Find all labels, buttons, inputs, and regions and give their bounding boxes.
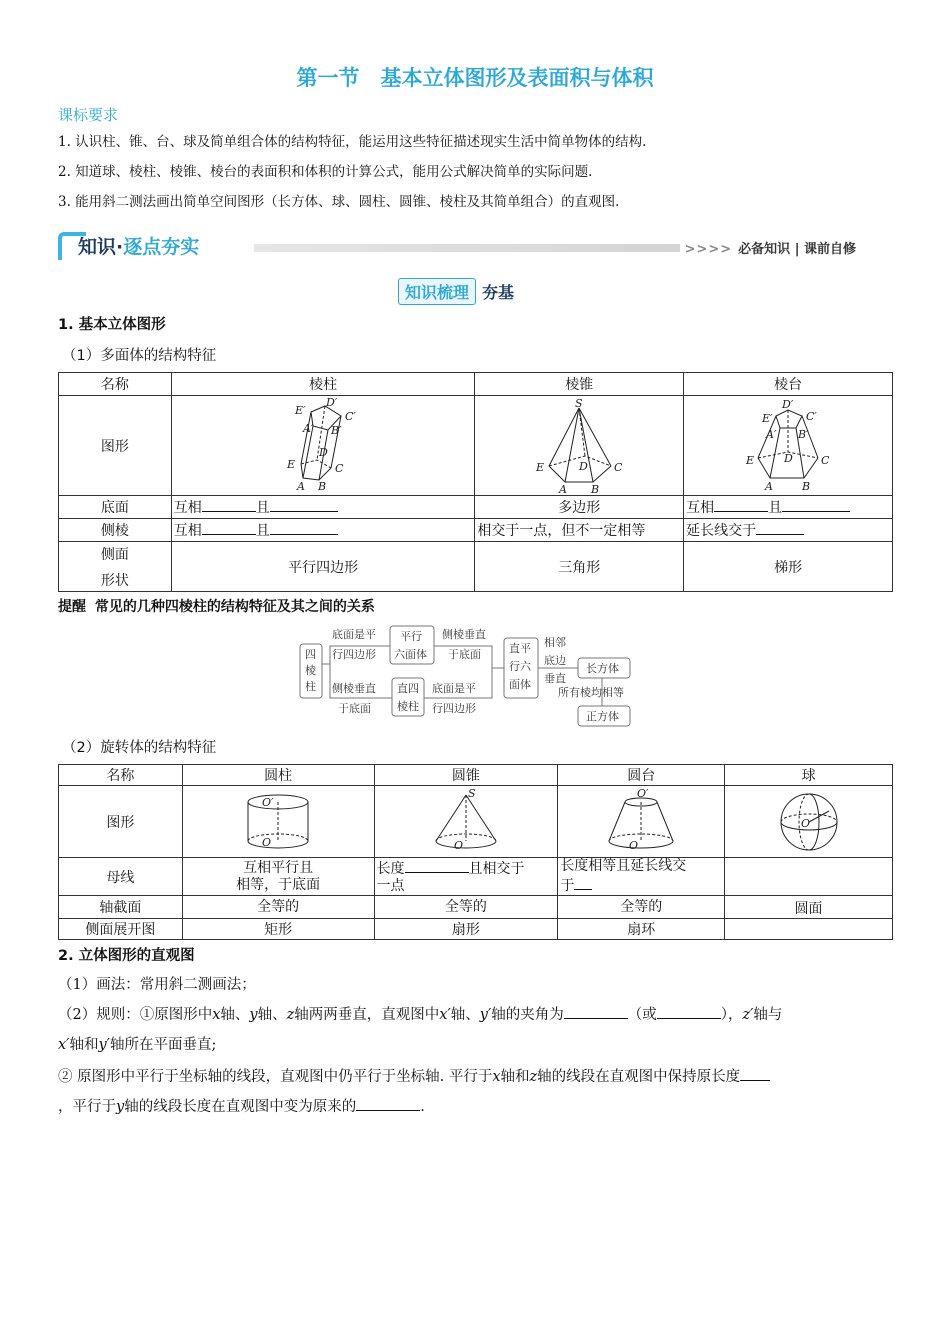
row-label: 侧面展开图 [59,919,183,940]
row-label: 侧面 形状 [59,542,172,592]
vertex-label: C′ [806,409,817,423]
row-label: 母线 [59,858,183,896]
vertex-label: C [614,460,623,474]
frustum-base-cell: 互相 且 [684,496,893,519]
answer-blank [270,520,338,535]
cylinder-generatrix-cell: 互相平行且 相等，于底面 [182,858,374,896]
pentagonal-frustum-diagram [738,398,838,494]
requirement-item: 1. 认识柱、锥、台、球及简单组合体的结构特征，能运用这些特征描述现实生活中简单物体的结构. [58,134,647,150]
requirements-label: 课标要求 [58,106,119,124]
table-header: 名称 [59,765,183,786]
paragraph-parallel-cont: ，平行于y轴的线段长度在直观图中变为原来的 . [58,1096,425,1118]
truncated-cone-diagram [601,789,681,855]
flow-text: 底面是平 [432,682,476,695]
row-label: 图形 [59,396,172,496]
banner-title: 知识·逐点夯实 [78,236,200,258]
heading-intuitive-drawing: 2. 立体图形的直观图 [58,948,195,964]
vertex-label: C [821,453,830,467]
row-label: 侧棱 [59,519,172,542]
center-label: O [800,816,810,830]
vertex-label: D′ [326,397,338,409]
flow-text: 直平 [509,642,531,655]
frustum-generatrix-cell: 长度相等且延长线交 于 [558,858,725,896]
prism-edge-cell: 互相 且 [171,519,475,542]
page-title: 第一节 基本立体图形及表面积与体积 [296,66,654,90]
table-header: 圆台 [558,765,725,786]
frustum-figure [684,396,893,496]
vertex-label: B′ [798,427,809,441]
cone-diagram [426,789,506,855]
vertex-label: D [579,459,589,473]
prism-figure [171,396,475,496]
answer-blank [405,858,469,873]
vertex-label: S [575,397,583,410]
heading-basic-solids: 1. 基本立体图形 [58,317,166,333]
vertex-label: A [297,479,306,493]
pyramid-edge-cell: 相交于一点，但不一定相等 [475,519,684,542]
cone-generatrix-cell: 长度 且相交于 一点 [374,858,558,896]
vertex-label: A′ [766,427,777,441]
flow-text: 四 [305,648,316,661]
apex-label: S [467,788,476,800]
vertex-label: B [318,479,327,493]
flow-text: 长方体 [586,662,619,675]
section-badge: 知识梳理 夯基 [398,278,514,304]
flow-text: 侧棱垂直 [442,628,486,641]
pentagonal-pyramid-diagram [529,398,629,494]
vertex-label: A′ [303,421,314,435]
answer-blank [714,497,768,512]
requirement-item: 3. 能用斜二测法画出简单空间图形（长方体、球、圆柱、圆锥、棱柱及其简单组合）的直观图. [58,194,620,210]
vertex-label: D′ [782,397,794,411]
flow-text: 平行 [400,630,422,643]
table-header: 圆锥 [374,765,558,786]
sphere-figure [725,786,893,858]
vertex-label: E [287,457,296,471]
section-banner [58,230,896,262]
table-header: 圆柱 [182,765,374,786]
cone-figure [374,786,558,858]
center-label: O′ [637,788,649,800]
vertex-label: C′ [345,409,357,423]
flow-text: 行四边形 [332,648,376,661]
flow-text: 直四 [397,682,419,695]
sphere-generatrix-cell [725,858,893,896]
flow-text: 相邻 [544,636,566,649]
pyramid-face-cell: 三角形 [475,542,684,592]
flow-text: 棱柱 [397,700,419,713]
vertex-label: B [802,479,811,493]
frustum-cone-figure [558,786,725,858]
cylinder-axis-cell: 全等的 [182,896,374,919]
vertex-label: E [536,460,545,474]
vertex-label: B [591,482,600,494]
requirement-item: 2. 知道球、棱柱、棱锥、棱台的表面积和体积的计算公式，能用公式解决简单的实际问题. [58,164,593,180]
paragraph-method: （1）画法：常用斜二测画法； [58,977,256,993]
banner-right-label: >>>> 必备知识 | 课前自修 [684,242,856,257]
center-label: O [629,838,639,852]
flow-text: 底边 [544,654,566,667]
paragraph-parallel: ② 原图形中平行于坐标轴的线段，直观图中仍平行于坐标轴. 平行于x轴和z轴的线段在直观图中保持原长度 [58,1066,770,1088]
flow-text: 于底面 [448,648,481,661]
flow-text: 行六 [509,660,531,673]
center-label: O [453,838,463,852]
flow-text: 面体 [509,678,531,691]
frustum-unfold-cell: 扇环 [558,919,725,940]
rotation-solids-table [58,764,893,940]
cylinder-unfold-cell: 矩形 [182,919,374,940]
flow-text: 垂直 [544,672,566,685]
answer-blank [202,497,256,512]
paragraph-rules-cont: x′轴和y′轴所在平面垂直; [58,1037,217,1053]
paragraph-rules: （2）规则：①原图形中x轴、y轴、z轴两两垂直，直观图中x′轴、y′轴的夹角为 （或 ），z′轴与 [58,1004,782,1026]
center-label: O′ [262,795,274,809]
sphere-diagram [769,789,849,855]
flow-text: 底面是平 [332,628,376,641]
answer-blank [657,1004,721,1019]
vertex-label: D [319,445,328,459]
flow-text: 棱 [305,664,316,677]
flow-text: 于底面 [338,702,371,715]
row-label: 底面 [59,496,172,519]
table-header: 棱台 [684,373,893,396]
answer-blank [574,875,592,890]
vertex-label: A [765,479,774,493]
frustum-axis-cell: 全等的 [558,896,725,919]
table-header: 名称 [59,373,172,396]
vertex-label: E′ [295,403,306,417]
flow-text: 所有棱均相等 [558,686,624,699]
cone-unfold-cell: 扇形 [374,919,558,940]
quadrangular-prism-flowchart [296,624,666,730]
prism-base-cell: 互相 且 [171,496,475,519]
vertex-label: D [784,451,793,465]
cylinder-diagram [238,789,318,855]
answer-blank [782,497,850,512]
answer-blank [356,1096,420,1111]
flow-text: 行四边形 [432,702,476,715]
table-header: 棱锥 [475,373,684,396]
flow-text: 六面体 [394,648,427,661]
frustum-face-cell: 梯形 [684,542,893,592]
flow-text: 正方体 [586,710,619,723]
vertex-label: A [559,482,568,494]
subheading-rotation-solids: （2）旋转体的结构特征 [62,740,217,756]
chevrons-icon: >>>> [684,242,733,257]
vertex-label: C [335,461,344,475]
flow-text: 侧棱垂直 [332,682,376,695]
frustum-edge-cell: 延长线交于 [684,519,893,542]
pentagonal-prism-diagram [273,398,373,494]
sphere-axis-cell: 圆面 [725,896,893,919]
polyhedra-table [58,372,893,592]
cylinder-figure [182,786,374,858]
sphere-unfold-cell [725,919,893,940]
pyramid-figure [475,396,684,496]
answer-blank [564,1004,628,1019]
answer-blank [756,520,804,535]
answer-blank [740,1066,770,1081]
answer-blank [270,497,338,512]
table-header: 球 [725,765,893,786]
vertex-label: E [746,453,755,467]
banner-bar [254,244,680,252]
prism-face-cell: 平行四边形 [171,542,475,592]
subheading-polyhedra: （1）多面体的结构特征 [62,348,217,364]
cone-axis-cell: 全等的 [374,896,558,919]
vertex-label: E′ [762,411,773,425]
flow-text: 柱 [305,680,316,693]
center-label: O [262,835,272,849]
row-label: 轴截面 [59,896,183,919]
pyramid-base-cell: 多边形 [475,496,684,519]
answer-blank [202,520,256,535]
reminder-note: 提醒 常见的几种四棱柱的结构特征及其之间的关系 [58,599,375,615]
table-header: 棱柱 [171,373,475,396]
vertex-label: B′ [331,423,342,437]
row-label: 图形 [59,786,183,858]
